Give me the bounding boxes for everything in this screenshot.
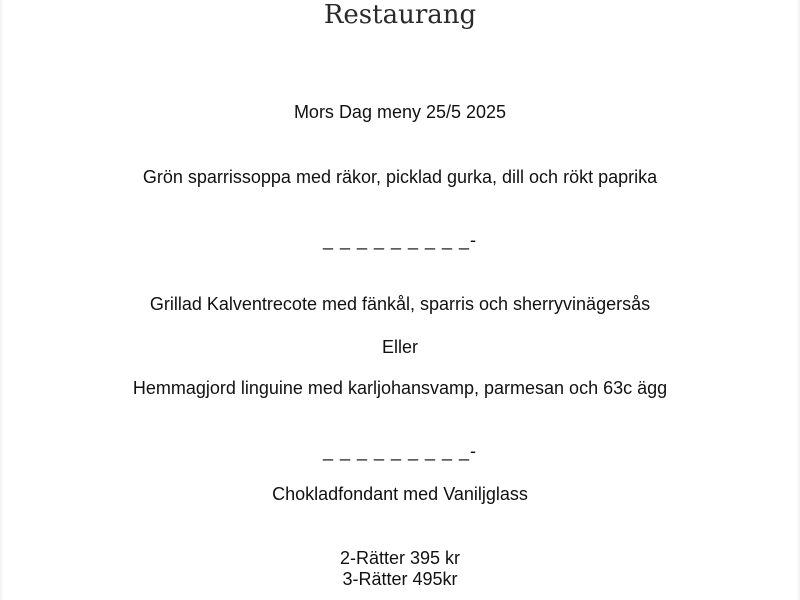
price-three-courses: 3-Rätter 495kr — [342, 569, 458, 589]
main-course-option-1: Grillad Kalventrecote med fänkål, sparris och sherryvinägersås — [149, 294, 651, 314]
main-course-option-2: Hemmagjord linguine med karljohansvamp, parmesan och 63c ägg — [132, 378, 668, 398]
course-separator: _ _ _ _ _ _ _ _ _- — [322, 230, 478, 250]
price-two-courses: 2-Rätter 395 kr — [339, 548, 461, 568]
menu-heading: Mors Dag meny 25/5 2025 — [293, 102, 507, 122]
dessert-course: Chokladfondant med Vaniljglass — [272, 484, 528, 504]
or-label: Eller — [381, 337, 418, 357]
starter-course: Grön sparrissoppa med räkor, picklad gurka, dill och rökt paprika — [142, 167, 658, 187]
restaurant-title: Restaurang — [323, 0, 477, 30]
course-separator: _ _ _ _ _ _ _ _ _- — [322, 441, 478, 461]
